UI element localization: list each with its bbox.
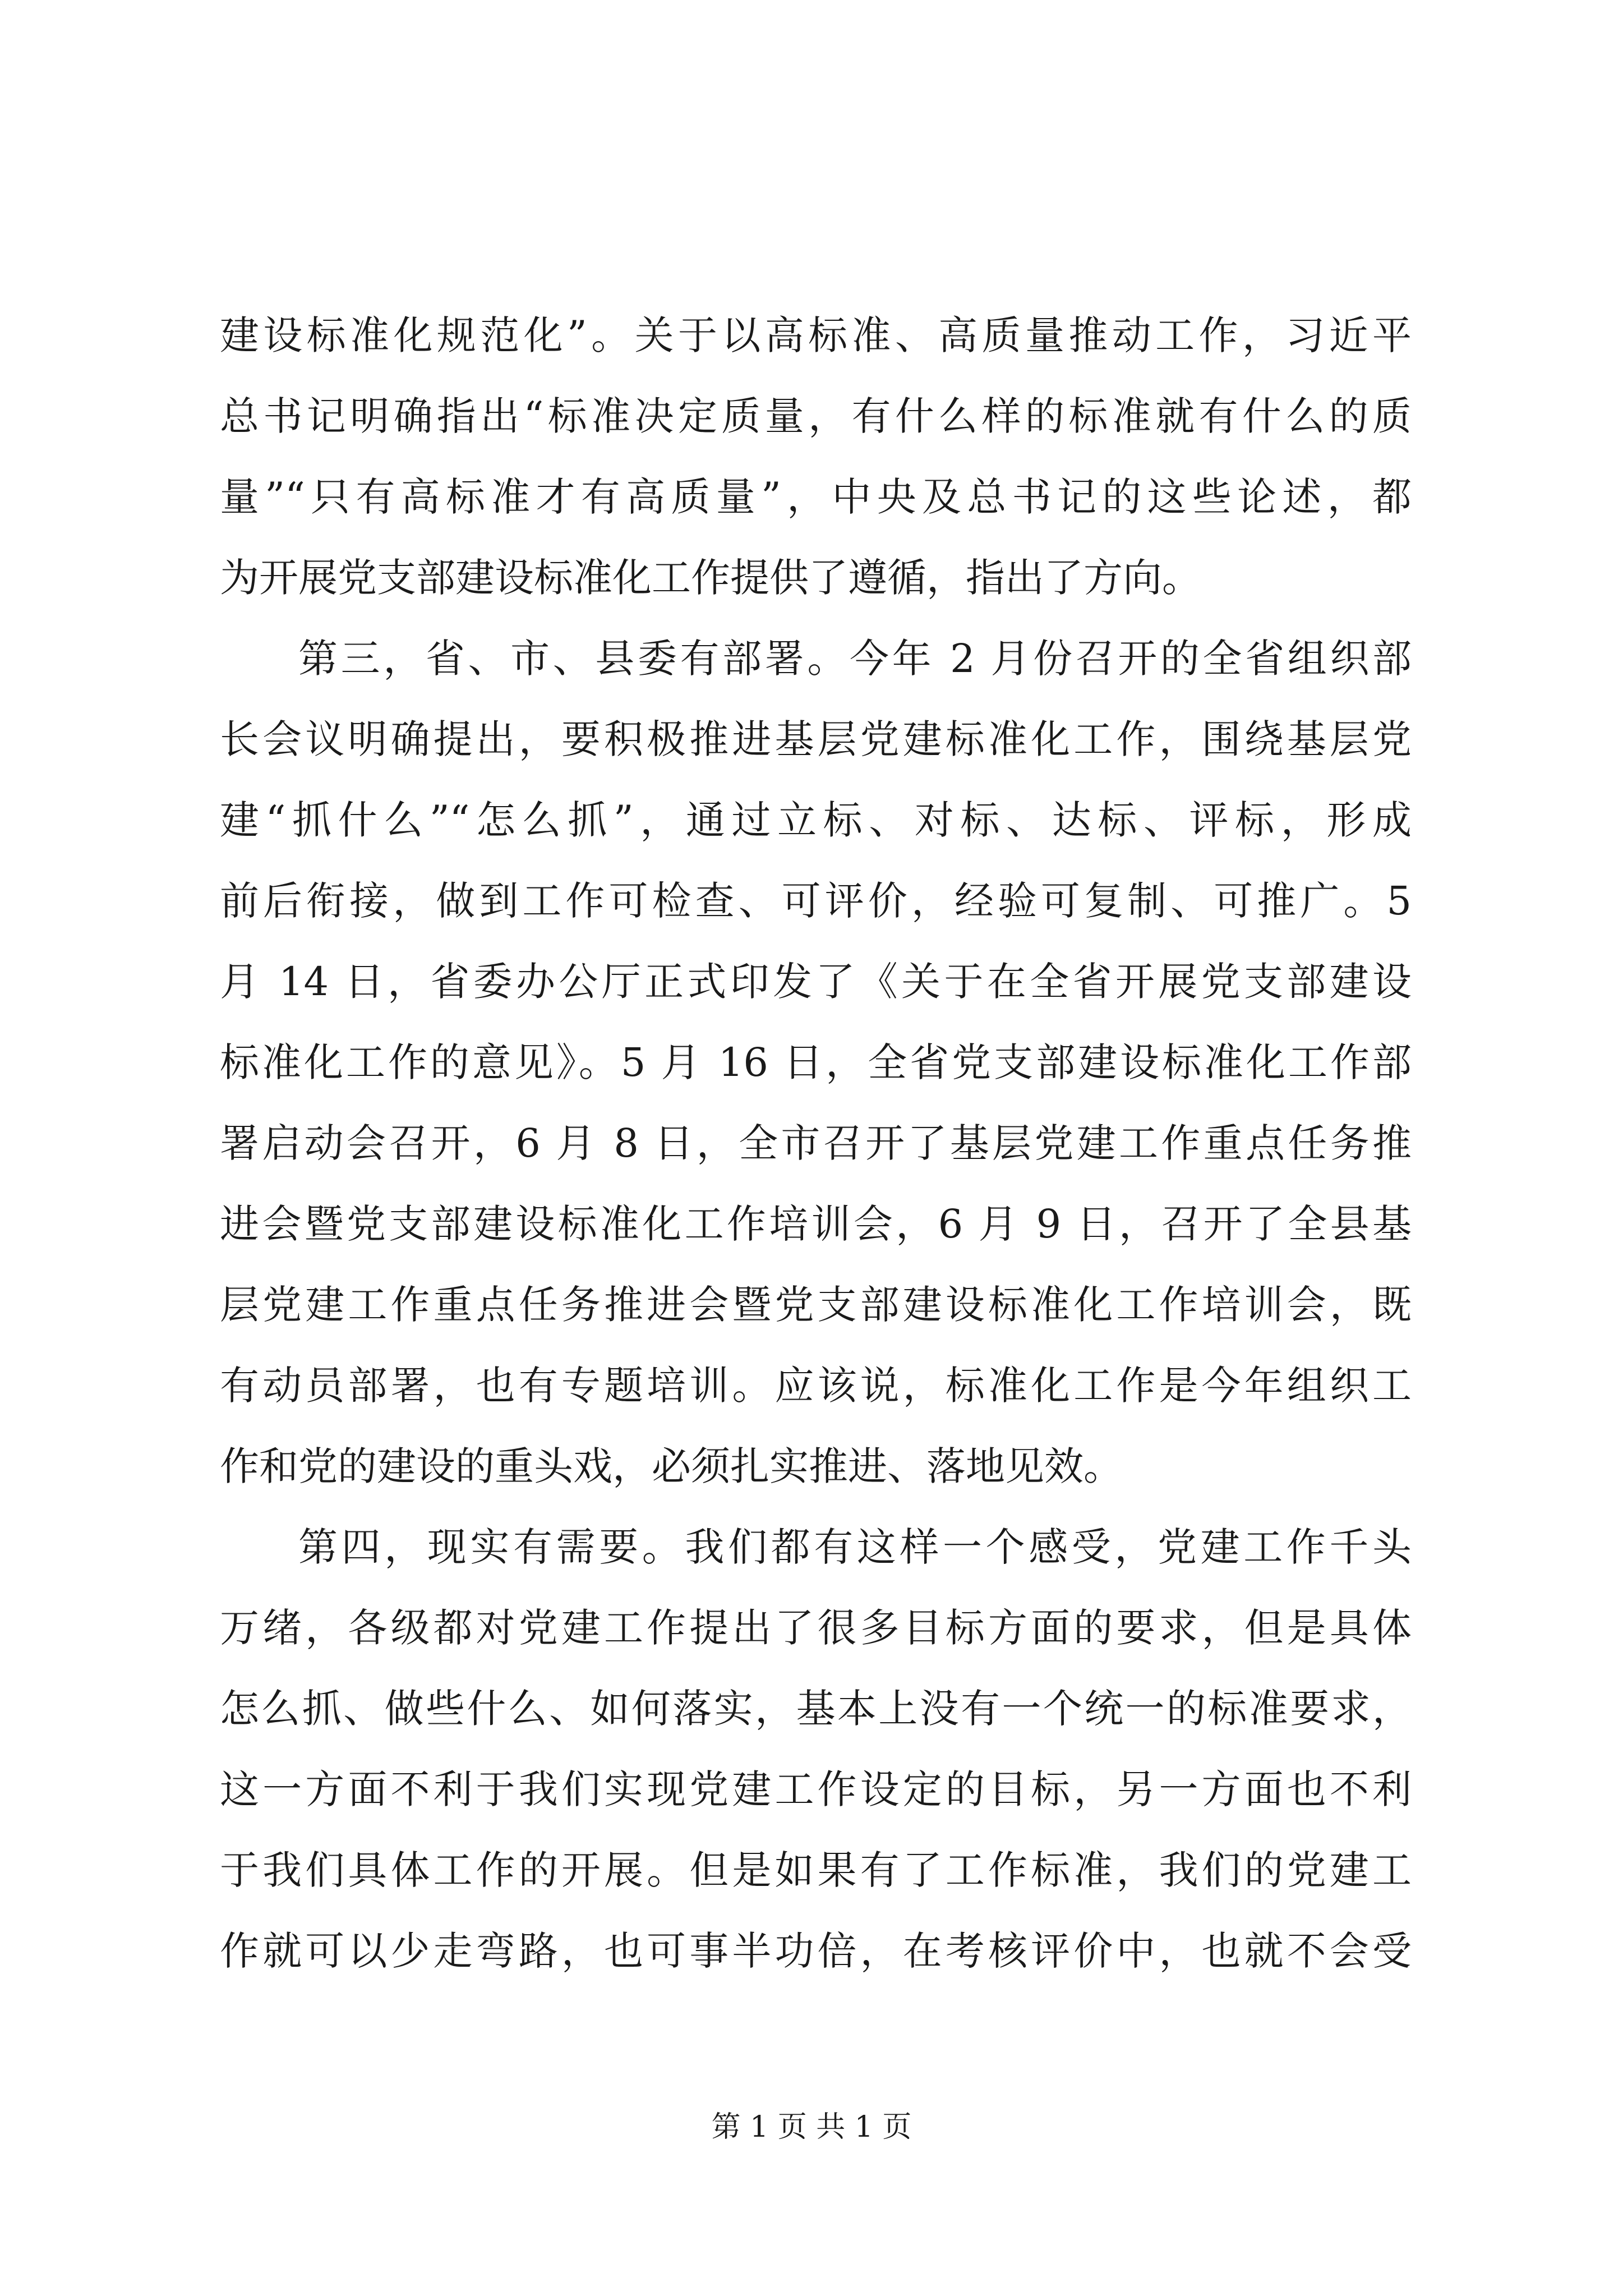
paragraph-start-line: 第四，现实有需要。我们都有这样一个感受，党建工作千头 xyxy=(298,1524,1412,1570)
page-number-footer: 第 1 页 共 1 页 xyxy=(711,2110,912,2144)
text-line: 建“抓什么”“怎么抓”，通过立标、对标、达标、评标，形成 xyxy=(220,797,1412,843)
text-line: 署启动会召开，6 月 8 日，全市召开了基层党建工作重点任务推 xyxy=(220,1120,1412,1166)
text-line: 长会议明确提出，要积极推进基层党建标准化工作，围绕基层党 xyxy=(220,716,1412,762)
text-line: 层党建工作重点任务推进会暨党支部建设标准化工作培训会，既 xyxy=(220,1282,1412,1328)
text-line: 有动员部署，也有专题培训。应该说，标准化工作是今年组织工 xyxy=(220,1363,1412,1409)
text-line: 建设标准化规范化”。关于以高标准、高质量推动工作，习近平 xyxy=(220,312,1412,358)
text-line: 作就可以少走弯路，也可事半功倍，在考核评价中，也就不会受 xyxy=(220,1928,1412,1974)
text-line: 为开展党支部建设标准化工作提供了遵循，指出了方向。 xyxy=(220,555,1201,601)
text-line: 总书记明确指出“标准决定质量，有什么样的标准就有什么的质 xyxy=(220,393,1412,439)
text-line: 怎么抓、做些什么、如何落实，基本上没有一个统一的标准要求， xyxy=(220,1686,1412,1732)
body-text xyxy=(220,295,1412,1991)
text-line: 前后衔接，做到工作可检查、可评价，经验可复制、可推广。5 xyxy=(220,878,1412,924)
text-line: 于我们具体工作的开展。但是如果有了工作标准，我们的党建工 xyxy=(220,1847,1412,1893)
text-line: 万绪，各级都对党建工作提出了很多目标方面的要求，但是具体 xyxy=(220,1605,1412,1651)
text-line: 量”“只有高标准才有高质量”，中央及总书记的这些论述，都 xyxy=(220,474,1412,520)
text-line: 作和党的建设的重头戏，必须扎实推进、落地见效。 xyxy=(220,1443,1123,1489)
text-line: 进会暨党支部建设标准化工作培训会，6 月 9 日，召开了全县基 xyxy=(220,1201,1412,1247)
paragraph-start-line: 第三，省、市、县委有部署。今年 2 月份召开的全省组织部 xyxy=(298,636,1412,682)
text-line: 月 14 日，省委办公厅正式印发了《关于在全省开展党支部建设 xyxy=(220,959,1412,1005)
text-line: 标准化工作的意见》。5 月 16 日，全省党支部建设标准化工作部 xyxy=(220,1039,1412,1085)
text-line: 这一方面不利于我们实现党建工作设定的目标，另一方面也不利 xyxy=(220,1766,1412,1812)
